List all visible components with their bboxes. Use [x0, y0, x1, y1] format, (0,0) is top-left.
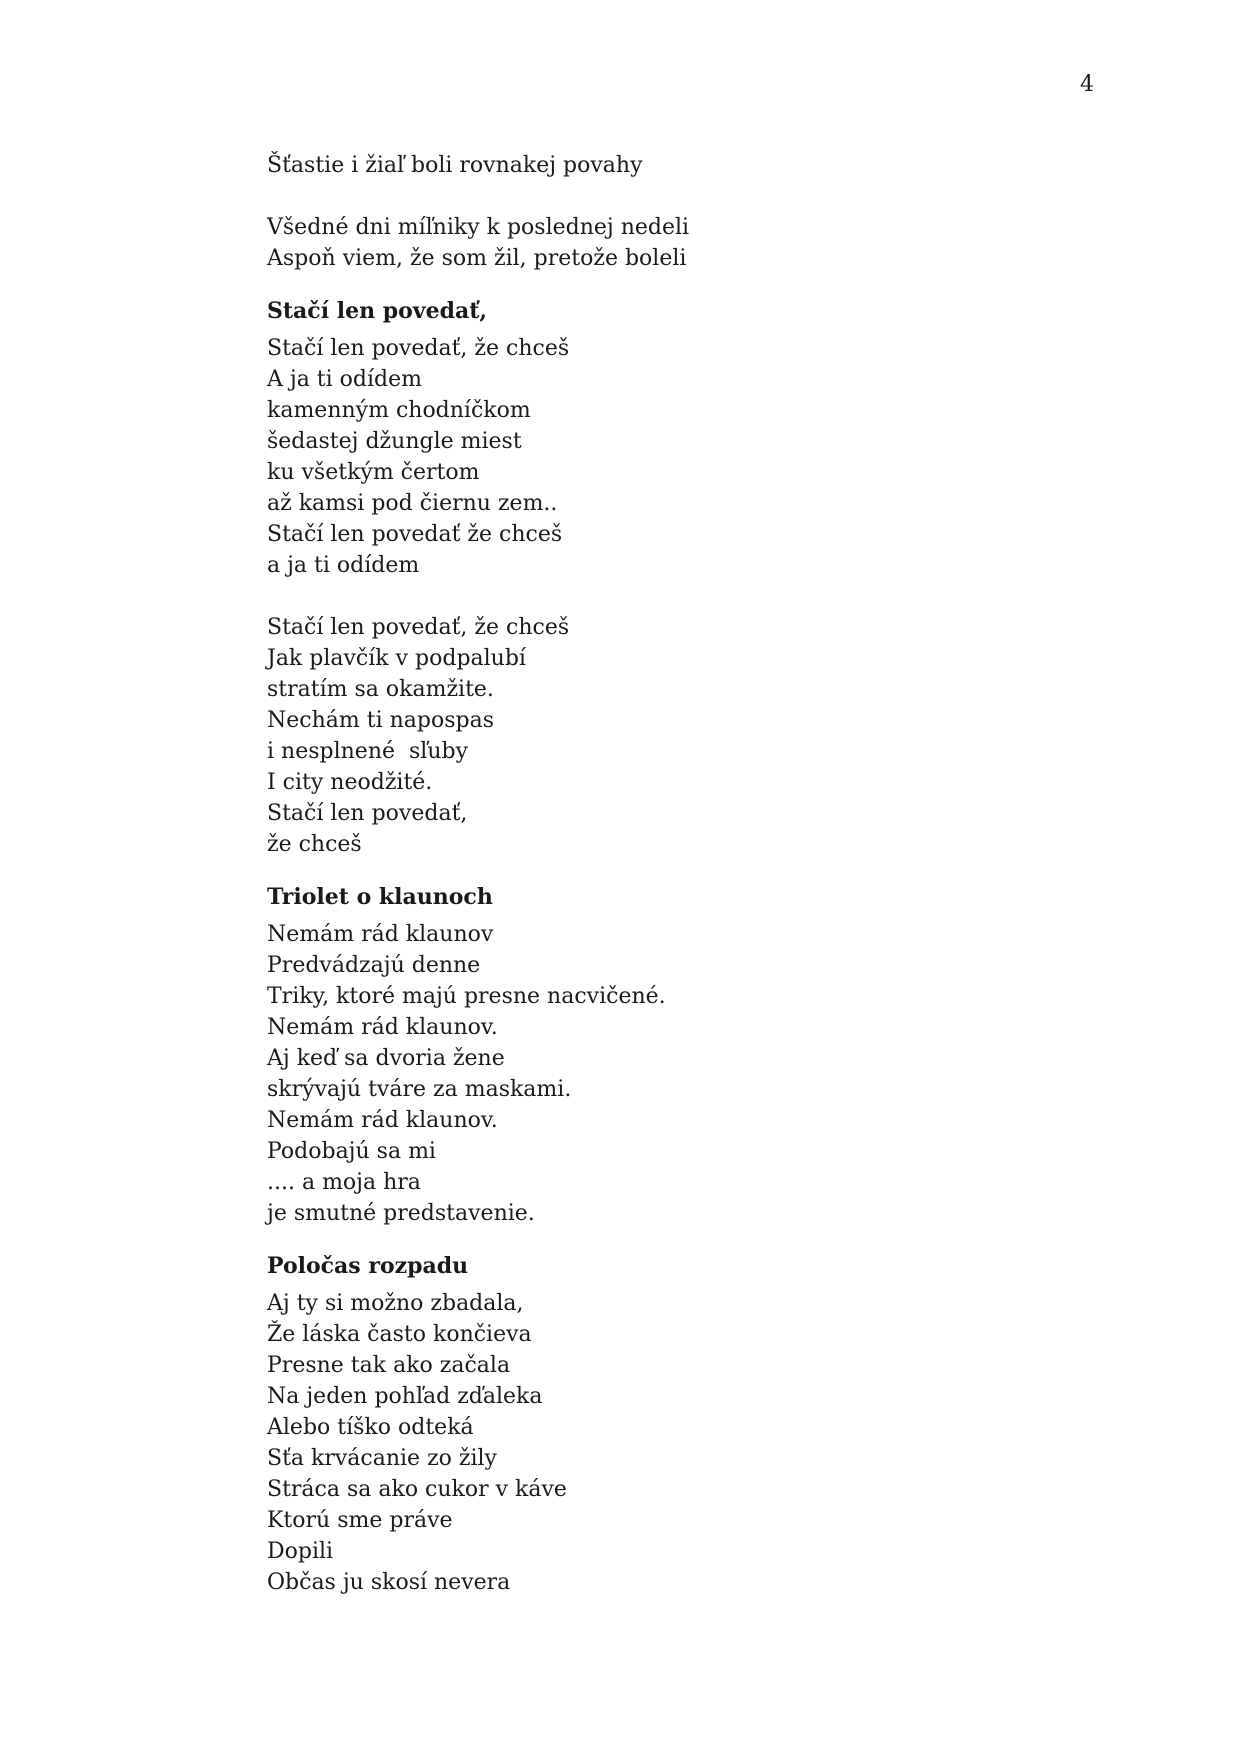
text-line: Stačí len povedať, [267, 801, 468, 826]
text-line: a ja ti odídem [267, 553, 420, 578]
text-line: Stráca sa ako cukor v káve [267, 1477, 567, 1502]
text-line: Nemám rád klaunov. [267, 1015, 498, 1040]
text-line: Alebo tíško odteká [267, 1415, 474, 1440]
text-line: .... a moja hra [267, 1170, 421, 1195]
blank-line [267, 181, 1087, 212]
text-line: Aj ty si možno zbadala, [267, 1291, 524, 1316]
text-line: je smutné predstavenie. [267, 1201, 535, 1226]
text-line: skrývajú tváre za maskami. [267, 1077, 572, 1102]
text-line: Podobajú sa mi [267, 1139, 436, 1164]
poem-title: Triolet o klaunoch [267, 884, 493, 910]
text-line: Sťa krvácanie zo žily [267, 1446, 497, 1471]
poem-staci-len-povedat [267, 296, 1087, 860]
poem-triolet-o-klaunoch [267, 882, 1087, 1229]
intro-stanza [267, 150, 1087, 274]
text-line: že chceš [267, 832, 362, 857]
text-line: Stačí len povedať, že chceš [267, 336, 570, 361]
text-line: Ktorú sme práve [267, 1508, 453, 1533]
text-line: Presne tak ako začala [267, 1353, 511, 1378]
poem-title: Stačí len povedať, [267, 298, 488, 324]
text-line: Všedné dni míľniky k poslednej nedeli [267, 215, 690, 240]
text-line: Stačí len povedať, že chceš [267, 615, 570, 640]
text-line: Predvádzajú denne [267, 953, 481, 978]
text-line: Aj keď sa dvoria žene [267, 1046, 505, 1071]
text-line: Aspoň viem, že som žil, pretože boleli [267, 246, 687, 271]
blank-line [267, 581, 1087, 612]
text-line: stratím sa okamžite. [267, 677, 494, 702]
text-line: i nesplnené sľuby [267, 739, 468, 764]
text-line: Občas ju skosí nevera [267, 1570, 511, 1595]
text-line: ku všetkým čertom [267, 460, 480, 485]
poem-polocas-rozpadu [267, 1251, 1087, 1598]
text-line: Stačí len povedať že chceš [267, 522, 563, 547]
text-line: kamenným chodníčkom [267, 398, 531, 423]
text-line: až kamsi pod čiernu zem.. [267, 491, 558, 516]
text-line: Dopili [267, 1539, 334, 1564]
text-line: Triky, ktoré majú presne nacvičené. [267, 984, 666, 1009]
text-line: A ja ti odídem [267, 367, 423, 392]
text-line: Nechám ti napospas [267, 708, 494, 733]
poem-title: Poločas rozpadu [267, 1253, 469, 1279]
text-line: Nemám rád klaunov [267, 922, 494, 947]
text-line: Jak plavčík v podpalubí [267, 646, 526, 671]
text-line: Na jeden pohľad zďaleka [267, 1384, 543, 1409]
text-line: Nemám rád klaunov. [267, 1108, 498, 1133]
page-number: 4 [1080, 72, 1094, 97]
text-line: I city neodžité. [267, 770, 433, 795]
text-line: Šťastie i žiaľ boli rovnakej povahy [267, 153, 643, 178]
text-line: šedastej džungle miest [267, 429, 522, 454]
document-body [267, 150, 1087, 1598]
text-line: Že láska často končieva [267, 1322, 532, 1347]
